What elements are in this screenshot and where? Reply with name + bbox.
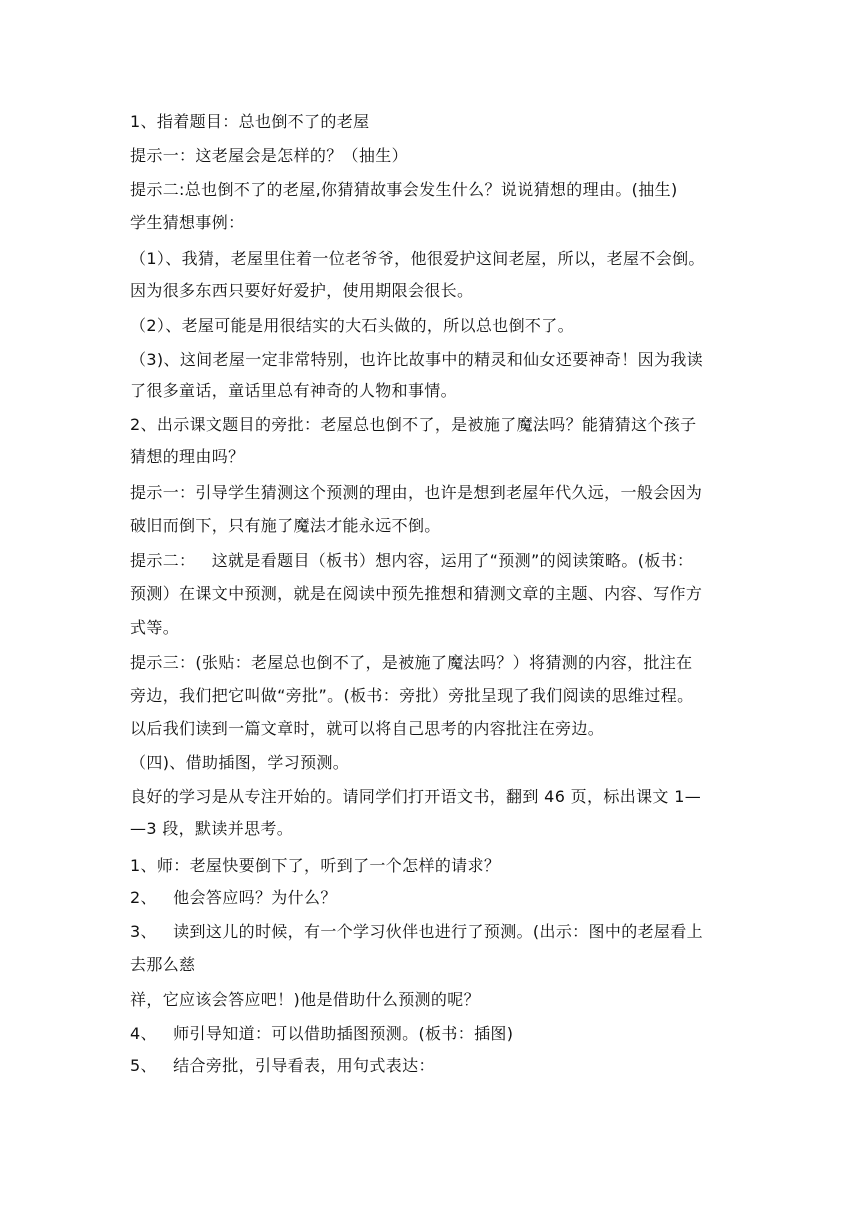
heading-1-title: 1、指着题目：总也倒不了的老屋: [130, 112, 370, 131]
paragraph-line: 提示二： 这就是看题目（板书）想内容，运用了“预测”的阅读策略。(板书：: [130, 551, 694, 570]
paragraph-line: 以后我们读到一篇文章时，就可以将自己思考的内容批注在旁边。: [130, 719, 605, 738]
list-item: 3、 读到这儿的时候，有一个学习伙伴也进行了预测。(出示：图中的老屋看上: [130, 922, 703, 941]
paragraph-line: 猜想的理由吗？: [130, 447, 245, 466]
list-item: 2、 他会答应吗？为什么？: [130, 888, 337, 907]
paragraph-line: 因为很多东西只要好好爱护，使用期限会很长。: [130, 281, 474, 300]
paragraph-line: （3)、这间老屋一定非常特别，也许比故事中的精灵和仙女还要神奇！因为我读: [130, 350, 704, 369]
paragraph-line: —3 段，默读并思考。: [130, 819, 294, 838]
hint-line: 提示一：这老屋会是怎样的？（抽生）: [130, 146, 408, 165]
paragraph-line: 提示三：(张贴：老屋总也倒不了，是被施了魔法吗？）将猜测的内容，批注在: [130, 653, 693, 672]
paragraph-line: 良好的学习是从专注开始的。请同学们打开语文书，翻到 46 页，标出课文 1—: [130, 787, 702, 806]
paragraph-line: 了很多童话，童话里总有神奇的人物和事情。: [130, 381, 458, 400]
list-item: 去那么慈: [130, 955, 196, 974]
list-item: 4、 师引导知道：可以借助插图预测。(板书：插图): [130, 1024, 514, 1043]
paragraph-line: 破旧而倒下，只有施了魔法才能永远不倒。: [130, 516, 441, 535]
paragraph-line: 学生猜想事例：: [130, 213, 245, 232]
paragraph-line: 式等。: [130, 618, 180, 637]
paragraph-line: 预测）在课文中预测，就是在阅读中预先推想和猜测文章的主题、内容、写作方: [130, 584, 703, 603]
paragraph-line: （2）、老屋可能是用很结实的大石头做的，所以总也倒不了。: [130, 316, 574, 335]
paragraph-line: 旁边，我们把它叫做“旁批”。(板书：旁批）旁批呈现了我们阅读的思维过程。: [130, 686, 694, 705]
paragraph-line: （1）、我猜，老屋里住着一位老爷爷，他很爱护这间老屋，所以，老屋不会倒。: [130, 249, 705, 268]
paragraph-line: 提示一：引导学生猜测这个预测的理由，也许是想到老屋年代久远，一般会因为: [130, 483, 703, 502]
section-heading: （四)、借助插图，学习预测。: [130, 753, 350, 772]
paragraph-line: 2、出示课文题目的旁批：老屋总也倒不了，是被施了魔法吗？能猜猜这个孩子: [130, 415, 697, 434]
list-item: 1、师：老屋快要倒下了，听到了一个怎样的请求？: [130, 856, 501, 875]
list-item: 祥，它应该会答应吧！)他是借助什么预测的呢？: [130, 990, 480, 1009]
hint-line: 提示二:总也倒不了的老屋,你猜猜故事会发生什么？说说猜想的理由。(抽生): [130, 180, 678, 199]
list-item: 5、 结合旁批，引导看表，用句式表达：: [130, 1056, 435, 1075]
